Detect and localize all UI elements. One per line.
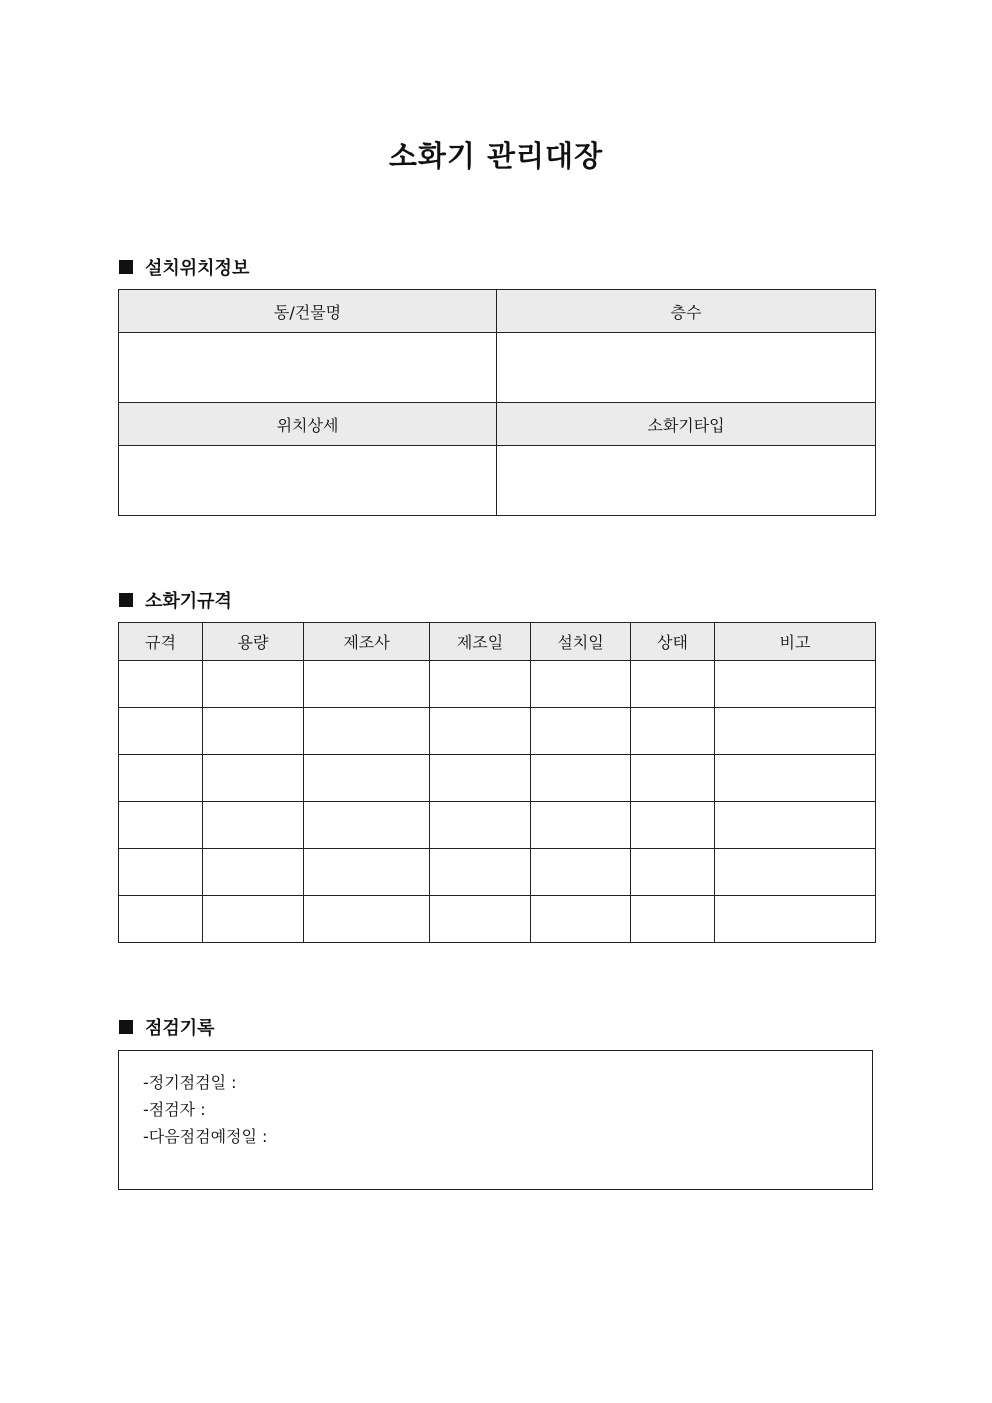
table-cell[interactable] bbox=[119, 802, 203, 849]
square-bullet-icon bbox=[119, 1020, 133, 1034]
column-header-status: 상태 bbox=[631, 623, 715, 661]
next-inspection-date[interactable]: -다음점검예정일 : bbox=[143, 1127, 268, 1146]
section-heading-label: 설치위치정보 bbox=[145, 258, 250, 279]
table-cell[interactable] bbox=[531, 802, 631, 849]
table-cell[interactable] bbox=[430, 755, 531, 802]
table-cell[interactable] bbox=[715, 661, 876, 708]
section-heading-spec bbox=[119, 587, 232, 613]
table-row bbox=[119, 661, 876, 708]
section-heading-location bbox=[119, 254, 249, 280]
table-cell[interactable] bbox=[430, 896, 531, 943]
table-cell[interactable] bbox=[430, 661, 531, 708]
column-header-spec: 규격 bbox=[119, 623, 203, 661]
table-cell[interactable] bbox=[304, 755, 430, 802]
inspector[interactable]: -점검자 : bbox=[143, 1100, 206, 1119]
section-heading-label: 점검기록 bbox=[145, 1018, 215, 1039]
table-cell[interactable] bbox=[430, 849, 531, 896]
table-cell[interactable] bbox=[304, 708, 430, 755]
table-cell[interactable] bbox=[531, 896, 631, 943]
table-cell[interactable] bbox=[531, 661, 631, 708]
table-cell[interactable] bbox=[430, 708, 531, 755]
table-cell[interactable] bbox=[715, 896, 876, 943]
table-row bbox=[119, 755, 876, 802]
table-row bbox=[119, 708, 876, 755]
table-cell[interactable] bbox=[203, 661, 304, 708]
building-field[interactable] bbox=[119, 333, 497, 403]
table-cell[interactable] bbox=[203, 896, 304, 943]
column-header-install-date: 설치일 bbox=[531, 623, 631, 661]
table-cell[interactable] bbox=[203, 708, 304, 755]
table-cell[interactable] bbox=[119, 849, 203, 896]
table-cell[interactable] bbox=[203, 802, 304, 849]
column-header-manufacture-date: 제조일 bbox=[430, 623, 531, 661]
table-cell[interactable] bbox=[631, 661, 715, 708]
column-header-capacity: 용량 bbox=[203, 623, 304, 661]
table-row bbox=[119, 802, 876, 849]
column-header-remarks: 비고 bbox=[715, 623, 876, 661]
table-cell[interactable] bbox=[715, 755, 876, 802]
table-cell[interactable] bbox=[203, 755, 304, 802]
location-detail-field[interactable] bbox=[119, 446, 497, 516]
inspection-record-box bbox=[118, 1050, 873, 1190]
table-cell[interactable] bbox=[119, 661, 203, 708]
table-cell[interactable] bbox=[715, 849, 876, 896]
table-cell[interactable] bbox=[119, 755, 203, 802]
table-cell[interactable] bbox=[631, 802, 715, 849]
table-cell[interactable] bbox=[119, 708, 203, 755]
table-row bbox=[119, 896, 876, 943]
table-cell[interactable] bbox=[631, 849, 715, 896]
location-table bbox=[118, 289, 876, 516]
table-cell[interactable] bbox=[304, 661, 430, 708]
column-header-manufacturer: 제조사 bbox=[304, 623, 430, 661]
table-cell[interactable] bbox=[119, 896, 203, 943]
spec-header-row bbox=[119, 623, 876, 661]
table-cell[interactable] bbox=[203, 849, 304, 896]
table-cell[interactable] bbox=[631, 755, 715, 802]
table-cell[interactable] bbox=[715, 708, 876, 755]
table-cell[interactable] bbox=[531, 849, 631, 896]
section-heading-label: 소화기규격 bbox=[145, 591, 232, 612]
header-floor: 층수 bbox=[497, 290, 876, 333]
header-extinguisher-type: 소화기타입 bbox=[497, 403, 876, 446]
header-building: 동/건물명 bbox=[119, 290, 497, 333]
spec-table bbox=[118, 622, 876, 943]
table-cell[interactable] bbox=[531, 755, 631, 802]
section-heading-inspection bbox=[119, 1014, 215, 1040]
regular-inspection-date[interactable]: -정기점검일 : bbox=[143, 1073, 237, 1092]
extinguisher-type-field[interactable] bbox=[497, 446, 876, 516]
page-title: 소화기 관리대장 bbox=[388, 139, 604, 173]
table-cell[interactable] bbox=[304, 896, 430, 943]
table-cell[interactable] bbox=[430, 802, 531, 849]
table-cell[interactable] bbox=[631, 708, 715, 755]
table-cell[interactable] bbox=[631, 896, 715, 943]
table-cell[interactable] bbox=[715, 802, 876, 849]
square-bullet-icon bbox=[119, 260, 133, 274]
table-cell[interactable] bbox=[304, 802, 430, 849]
table-row bbox=[119, 849, 876, 896]
table-cell[interactable] bbox=[531, 708, 631, 755]
floor-field[interactable] bbox=[497, 333, 876, 403]
square-bullet-icon bbox=[119, 593, 133, 607]
header-location-detail: 위치상세 bbox=[119, 403, 497, 446]
table-cell[interactable] bbox=[304, 849, 430, 896]
